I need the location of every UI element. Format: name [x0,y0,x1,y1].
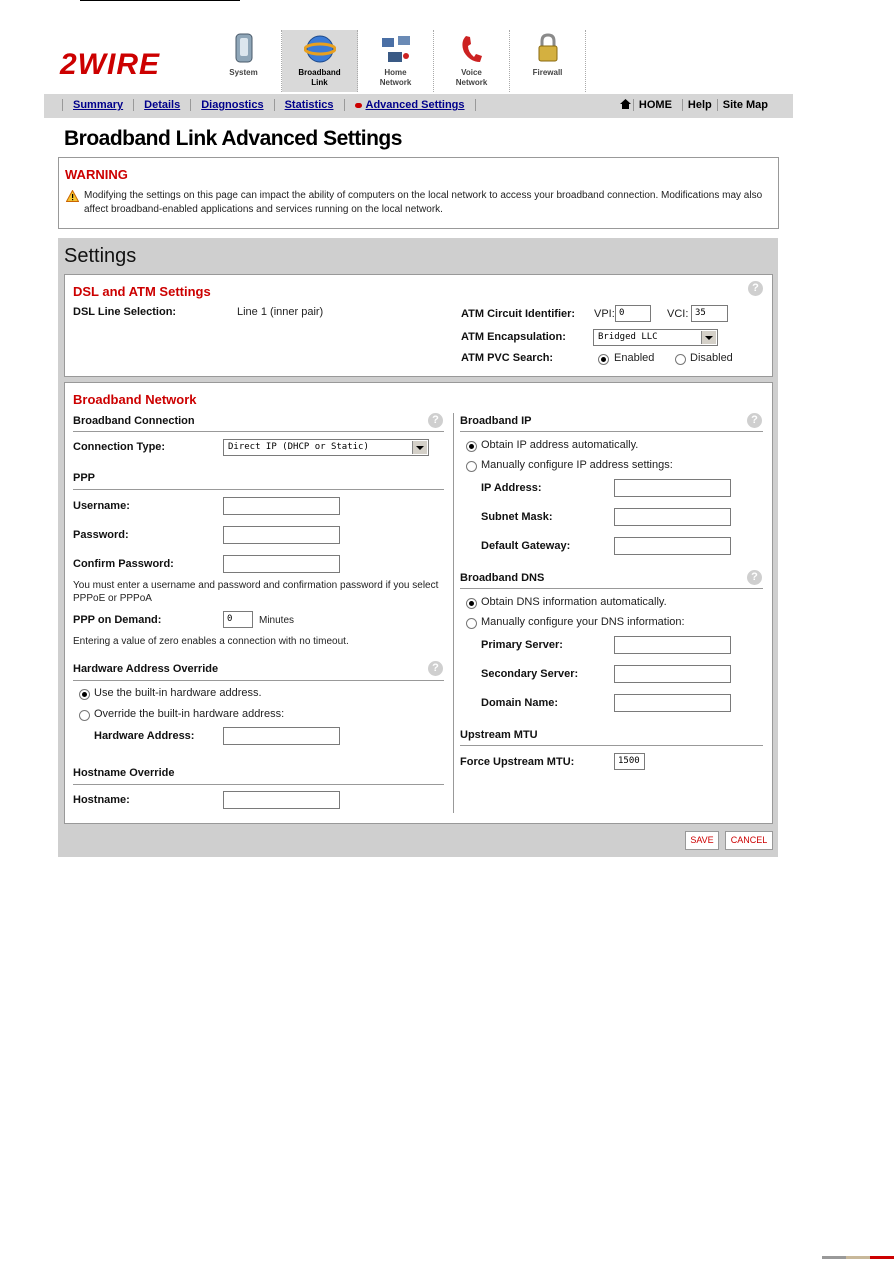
subnet-mask-label: Subnet Mask: [481,511,553,523]
sitemap-link[interactable]: Site Map [717,99,773,111]
minutes-label: Minutes [259,615,295,626]
main-tabs [206,30,586,92]
atm-encapsulation-value: Bridged LLC [598,332,658,342]
force-mtu-input[interactable]: 1500 [614,753,645,770]
divider [73,784,444,785]
ppp-on-demand-label: PPP on Demand: [73,614,162,626]
help-icon[interactable]: ? [428,413,443,428]
ip-address-label: IP Address: [481,482,542,494]
home-link[interactable] [615,99,682,111]
footer-color-bar [822,1256,894,1259]
primary-server-input[interactable] [614,636,731,654]
hardware-override-header: Hardware Address Override [73,663,219,675]
nav-statistics[interactable]: Statistics [274,99,344,111]
connection-type-value: Direct IP (DHCP or Static) [228,442,369,452]
divider [73,680,444,681]
vpi-input[interactable]: 0 [615,305,651,322]
system-icon [228,32,260,66]
hostname-label: Hostname: [73,794,130,806]
atm-pvc-search-label: ATM PVC Search: [461,352,554,364]
broadband-dns-header: Broadband DNS [460,572,545,584]
hostname-input[interactable] [223,791,340,809]
pvc-enabled-label: Enabled [614,352,655,364]
tab-label: Home Network [379,68,412,87]
broadband-ip-header: Broadband IP [460,415,532,427]
ppp-on-demand-input[interactable]: 0 [223,611,253,628]
chevron-down-icon [412,441,427,454]
primary-server-label: Primary Server: [481,639,563,651]
2wire-logo [58,48,196,78]
connection-type-select[interactable] [223,439,429,456]
domain-name-input[interactable] [614,694,731,712]
tab-voice-network[interactable] [434,30,510,92]
username-input[interactable] [223,497,340,515]
dsl-line-selection-label: DSL Line Selection: [73,306,177,318]
tab-label: Broadband Link [298,68,341,87]
divider [460,431,763,432]
atm-encapsulation-select[interactable] [593,329,718,346]
voice-phone-icon [456,32,488,66]
tab-system[interactable] [206,30,282,92]
save-button[interactable]: SAVE [685,831,719,850]
ip-manual-radio[interactable] [466,461,477,472]
chevron-down-icon [701,331,716,344]
warning-box [58,157,779,229]
vpi-label: VPI: [594,308,615,320]
top-rule [80,0,240,1]
home-icon [620,99,631,109]
tab-firewall[interactable] [510,30,586,92]
default-gateway-input[interactable] [614,537,731,555]
force-mtu-label: Force Upstream MTU: [460,756,575,768]
home-label: HOME [633,99,677,111]
pvc-enabled-radio[interactable] [598,354,609,365]
dns-manual-label: Manually configure your DNS information: [481,616,685,628]
connection-type-label: Connection Type: [73,441,166,453]
domain-name-label: Domain Name: [481,697,559,709]
cancel-button[interactable]: CANCEL [725,831,773,850]
firewall-lock-icon [532,32,564,66]
settings-title: Settings [64,245,137,267]
ip-manual-label: Manually configure IP address settings: [481,459,673,471]
divider [73,489,444,490]
current-page-dot-icon [355,103,362,108]
warning-triangle-icon [66,190,79,202]
password-label: Password: [73,529,129,541]
password-input[interactable] [223,526,340,544]
username-label: Username: [73,500,130,512]
broadband-connection-header: Broadband Connection [73,415,195,427]
tab-broadband-link[interactable] [282,30,358,92]
help-icon[interactable]: ? [747,413,762,428]
vci-label: VCI: [667,308,689,320]
divider [73,431,444,432]
help-icon[interactable]: ? [748,281,763,296]
tab-label: Firewall [532,68,563,77]
dsl-atm-section [64,274,773,377]
dns-auto-radio[interactable] [466,598,477,609]
sub-navigation [44,94,793,118]
pvc-disabled-label: Disabled [690,352,733,364]
atm-encapsulation-label: ATM Encapsulation: [461,331,566,343]
nav-details[interactable]: Details [133,99,190,111]
help-link[interactable]: Help [682,99,717,111]
vci-input[interactable]: 35 [691,305,728,322]
default-gateway-label: Default Gateway: [481,540,571,552]
ppp-header: PPP [73,472,96,484]
hw-override-label: Override the built-in hardware address: [94,708,285,720]
broadband-globe-icon [304,32,336,66]
column-divider [453,413,454,813]
warning-title: WARNING [65,167,128,182]
divider [460,745,763,746]
dsl-line-selection-value: Line 1 (inner pair) [237,306,324,318]
ip-auto-radio[interactable] [466,441,477,452]
page-title: Broadband Link Advanced Settings [64,127,402,150]
confirm-password-input[interactable] [223,555,340,573]
atm-circuit-label: ATM Circuit Identifier: [461,308,576,320]
hw-override-radio[interactable] [79,710,90,721]
logo-wordmark: 2WIRE [60,48,161,78]
broadband-network-title: Broadband Network [73,392,197,407]
upstream-mtu-header: Upstream MTU [460,729,538,741]
hostname-override-header: Hostname Override [73,767,175,779]
nav-advanced-settings[interactable] [344,99,476,111]
divider [460,588,763,589]
tab-label: System [229,68,258,77]
ip-address-input[interactable] [614,479,731,497]
hw-builtin-label: Use the built-in hardware address. [94,687,262,699]
nav-summary[interactable]: Summary [62,99,133,111]
help-icon[interactable]: ? [747,570,762,585]
tab-label: Voice Network [455,68,488,87]
nav-advanced-settings-label: Advanced Settings [365,99,465,111]
ppp-note: You must enter a username and password and confirmation password if you select PPPoE or PPPoA [73,580,439,604]
warning-text: Modifying the settings on this page can impact the ability of computers on the local network to access your broadband connection. Modifications may also affect broadband-enabled applications and services running on the local network. [84,190,763,215]
tab-home-network[interactable] [358,30,434,92]
secondary-server-input[interactable] [614,665,731,683]
nav-diagnostics[interactable]: Diagnostics [190,99,273,111]
pvc-disabled-radio[interactable] [675,354,686,365]
home-network-icon [380,32,412,66]
dsl-atm-title: DSL and ATM Settings [73,284,211,299]
hardware-address-input[interactable] [223,727,340,745]
secondary-server-label: Secondary Server: [481,668,579,680]
zero-timeout-note: Entering a value of zero enables a connection with no timeout. [73,636,349,647]
ip-auto-label: Obtain IP address automatically. [481,439,639,451]
help-icon[interactable]: ? [428,661,443,676]
confirm-password-label: Confirm Password: [73,558,174,570]
hw-builtin-radio[interactable] [79,689,90,700]
broadband-network-section [64,382,773,824]
subnet-mask-input[interactable] [614,508,731,526]
dns-auto-label: Obtain DNS information automatically. [481,596,667,608]
hardware-address-label: Hardware Address: [94,730,195,742]
settings-panel [58,238,778,857]
dns-manual-radio[interactable] [466,618,477,629]
